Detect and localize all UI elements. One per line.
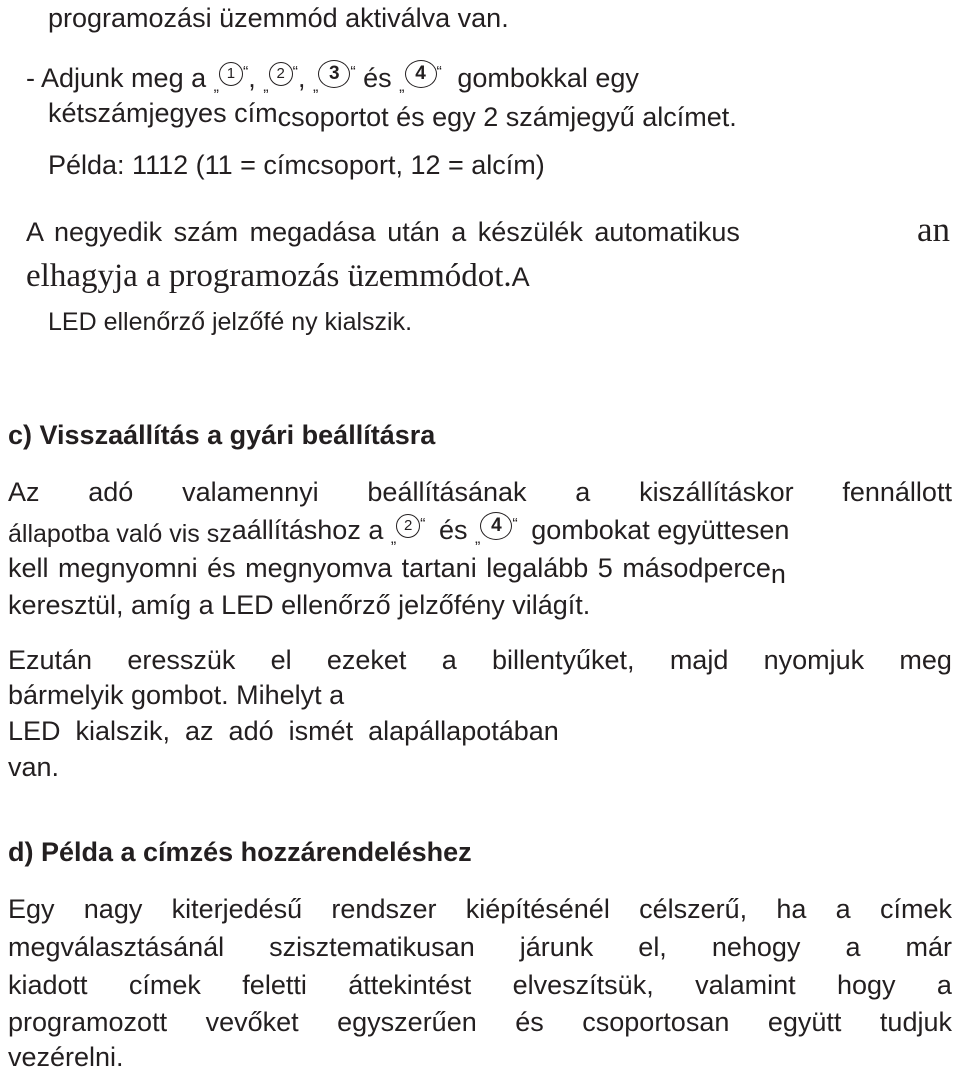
word: megválasztásánál <box>8 932 225 962</box>
paragraph-line <box>8 969 952 1001</box>
paragraph-line <box>8 644 952 676</box>
text-fragment: kell megnyomni és megnyomva tartani legalább 5 másodperce <box>8 553 771 583</box>
word: el <box>270 645 292 675</box>
button-sequence-line <box>26 62 639 99</box>
paragraph-line <box>8 931 952 963</box>
section-heading: c) Visszaállítás a gyári beállításra <box>8 420 436 450</box>
word: vevőket <box>205 1007 299 1037</box>
paragraph-line: bármelyik gombot. Mihelyt a <box>8 680 345 710</box>
word: meg <box>899 645 952 675</box>
button-2-icon: 2 <box>269 62 293 86</box>
word: a <box>936 970 952 1000</box>
word: kiszállításkor <box>639 477 794 507</box>
word: áttekintést <box>348 970 472 1000</box>
text-line <box>48 97 737 132</box>
paragraph-line <box>8 1006 952 1038</box>
word: címek <box>128 970 201 1000</box>
word: programozott <box>8 1007 168 1037</box>
word: csoportosan <box>582 1007 730 1037</box>
text-line: programozási üzemmód aktiválva van. <box>48 3 509 33</box>
button-1-icon: 1 <box>219 62 243 86</box>
text-fragment: csoportot és egy 2 számjegyű alcímet. <box>277 102 737 132</box>
word: valamint <box>695 970 796 1000</box>
comma: , <box>297 63 306 93</box>
word: nyomjuk <box>763 645 865 675</box>
paragraph-line <box>8 552 786 589</box>
paragraph-line <box>8 893 952 925</box>
quote-open: „ <box>390 530 397 547</box>
word: fennállott <box>842 477 952 507</box>
word: járunk <box>519 932 594 962</box>
quote-open: „ <box>475 530 481 547</box>
word: Ezután <box>8 645 93 675</box>
paragraph-line: LED kialszik, az adó ismét alapállapotában <box>8 716 559 746</box>
button-2-icon: 2 <box>396 514 420 538</box>
quote-close: “ <box>350 64 356 81</box>
text-line: LED ellenőrző jelzőfé ny kialszik. <box>48 308 413 336</box>
quote-close: “ <box>512 516 518 533</box>
word: feletti <box>242 970 307 1000</box>
text-fragment: gombokat együttesen <box>523 515 790 545</box>
word: valamennyi <box>182 477 319 507</box>
button-3-icon: 3 <box>318 60 350 88</box>
quote-open: „ <box>263 78 269 95</box>
button-combo-line <box>8 514 789 551</box>
quote-close: “ <box>242 64 249 81</box>
word: szisztematikusan <box>269 932 475 962</box>
text-fragment: A negyedik szám megadása után a készülék automatikus <box>26 217 740 247</box>
text-fragment: és <box>355 63 400 93</box>
word: címek <box>879 894 952 924</box>
paragraph-line: vezérelni. <box>8 1042 124 1072</box>
text-fragment: kétszámjegyes cím <box>48 98 278 128</box>
word: célszerű, <box>639 894 748 924</box>
word: a <box>575 477 591 507</box>
word: nagy <box>83 894 143 924</box>
text-fragment: gombokkal egy <box>449 63 639 93</box>
quote-open: „ <box>312 78 319 95</box>
word: egyszerűen <box>337 1007 477 1037</box>
word: rendszer <box>331 894 437 924</box>
word: kiépítésénél <box>465 894 610 924</box>
word: billentyűket, <box>491 645 635 675</box>
word: együtt <box>767 1007 842 1037</box>
word: eresszük <box>127 645 236 675</box>
word: ezeket <box>326 645 407 675</box>
paragraph-line: van. <box>8 752 60 782</box>
text-fragment: A <box>511 262 530 292</box>
quote-open: „ <box>213 78 219 95</box>
quote-close: “ <box>292 64 298 81</box>
word: hogy <box>836 970 896 1000</box>
button-4-icon: 4 <box>405 60 437 88</box>
word: elveszítsük, <box>512 970 654 1000</box>
word: majd <box>669 645 729 675</box>
paragraph-line: keresztül, amíg a LED ellenőrző jelzőfény világít. <box>8 590 591 620</box>
quote-open: „ <box>399 78 405 95</box>
word: tudjuk <box>879 1007 952 1037</box>
quote-close: “ <box>420 516 426 533</box>
word: kiterjedésű <box>171 894 303 924</box>
text-fragment: aállításhoz a <box>231 515 391 545</box>
word: a <box>845 932 861 962</box>
word: és <box>515 1007 544 1037</box>
word: már <box>905 932 952 962</box>
section-heading: d) Példa a címzés hozzárendeléshez <box>8 837 472 867</box>
word: a <box>441 645 457 675</box>
button-4-icon: 4 <box>480 512 512 540</box>
paragraph-line <box>8 476 952 508</box>
text-fragment: - Adjunk meg a <box>26 63 214 93</box>
word: Az <box>8 477 40 507</box>
word: beállításának <box>367 477 527 507</box>
word: nehogy <box>711 932 801 962</box>
text-line <box>26 256 530 297</box>
word: adó <box>88 477 134 507</box>
comma: , <box>248 63 256 93</box>
word: Egy <box>8 894 55 924</box>
word: a <box>835 894 851 924</box>
word: kiadott <box>8 970 88 1000</box>
text-fragment: n <box>770 559 786 589</box>
text-fragment: állapotba való vis sz <box>8 520 232 548</box>
word: ha <box>776 894 807 924</box>
example-line: Példa: 1112 (11 = címcsoport, 12 = alcím) <box>48 150 545 180</box>
text-line <box>26 210 950 249</box>
text-fragment: elhagyja a programozás üzemmódot. <box>26 258 512 294</box>
quote-close: “ <box>436 64 442 81</box>
word: el, <box>638 932 667 962</box>
text-fragment: és <box>431 515 476 545</box>
text-fragment: an <box>916 210 950 249</box>
